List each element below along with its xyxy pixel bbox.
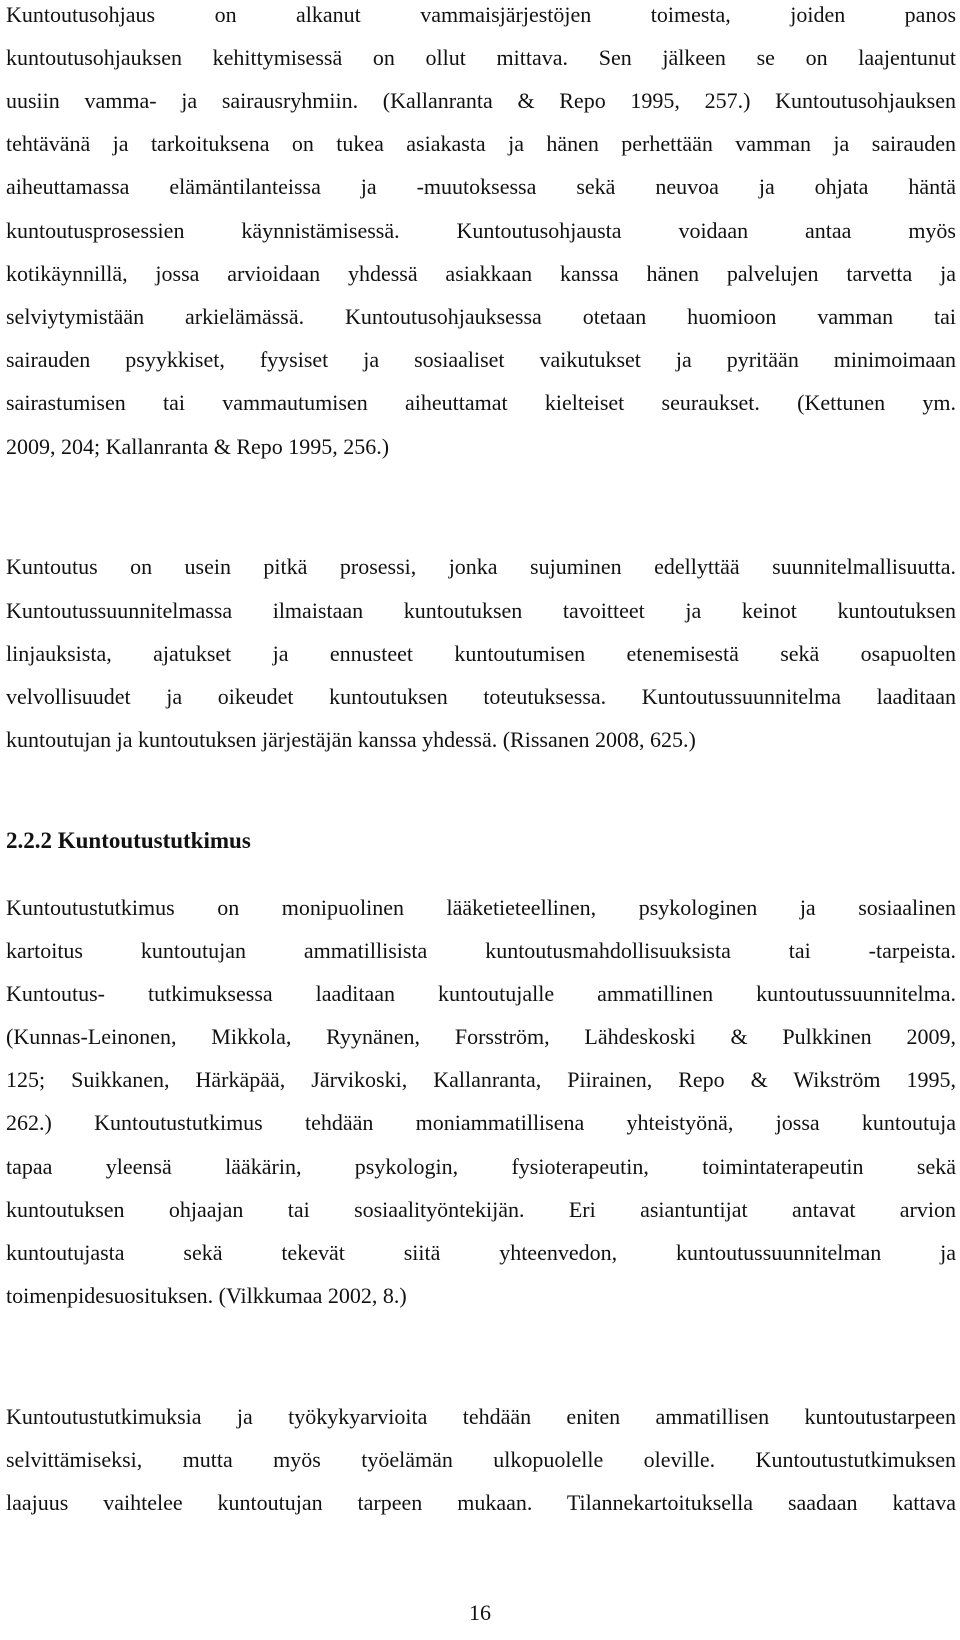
text-line: linjauksista, ajatukset ja ennusteet kuntoutumisen etenemisestä sekä osapuolten <box>6 641 956 666</box>
text-line: laajuus vaihtelee kuntoutujan tarpeen mukaan. Tilannekartoituksella saadaan kattava <box>6 1490 956 1515</box>
text-line: sairastumisen tai vammautumisen aiheuttamat kielteiset seuraukset. (Kettunen ym. <box>6 390 956 415</box>
text-line: 2009, 204; Kallanranta & Repo 1995, 256.) <box>6 434 390 459</box>
text-line: kotikäynnillä, jossa arvioidaan yhdessä asiakkaan kanssa hänen palvelujen tarvetta ja <box>6 261 956 286</box>
text-line: 125; Suikkanen, Härkäpää, Järvikoski, Kallanranta, Piirainen, Repo & Wikström 1995, <box>6 1067 956 1092</box>
text-line: kuntoutuksen ohjaajan tai sosiaalityöntekijän. Eri asiantuntijat antavat arvion <box>6 1197 956 1222</box>
text-line: velvollisuudet ja oikeudet kuntoutuksen toteutuksessa. Kuntoutussuunnitelma laaditaan <box>6 684 956 709</box>
text-line: kuntoutusprosessien käynnistämisessä. Kuntoutusohjausta voidaan antaa myös <box>6 218 956 243</box>
text-line: Kuntoutustutkimuksia ja työkykyarvioita tehdään eniten ammatillisen kuntoutustarpeen <box>6 1404 956 1429</box>
text-line: Kuntoutus on usein pitkä prosessi, jonka sujuminen edellyttää suunnitelmallisuutta. <box>6 554 956 579</box>
text-line: Kuntoutus- tutkimuksessa laaditaan kuntoutujalle ammatillinen kuntoutussuunnitelma. <box>6 981 956 1006</box>
text-line: sairauden psyykkiset, fyysiset ja sosiaaliset vaikutukset ja pyritään minimoimaan <box>6 347 956 372</box>
text-line: selvittämiseksi, mutta myös työelämän ulkopuolelle oleville. Kuntoutustutkimuksen <box>6 1447 956 1472</box>
text-line: tehtävänä ja tarkoituksena on tukea asiakasta ja hänen perhettään vamman ja sairauden <box>6 131 956 156</box>
text-line: 262.) Kuntoutustutkimus tehdään moniammatillisena yhteistyönä, jossa kuntoutuja <box>6 1110 956 1135</box>
page-number: 16 <box>469 1600 491 1625</box>
text-line: aiheuttamassa elämäntilanteissa ja -muutoksessa sekä neuvoa ja ohjata häntä <box>6 174 956 199</box>
text-line: toimenpidesuosituksen. (Vilkkumaa 2002, 8.) <box>6 1283 407 1308</box>
text-line: kuntoutujan ja kuntoutuksen järjestäjän kanssa yhdessä. (Rissanen 2008, 625.) <box>6 727 696 752</box>
text-line: uusiin vamma- ja sairausryhmiin. (Kallanranta & Repo 1995, 257.) Kuntoutusohjauksen <box>6 88 956 113</box>
section-heading: 2.2.2 Kuntoutustutkimus <box>6 828 251 853</box>
text-line: Kuntoutustutkimus on monipuolinen lääketieteellinen, psykologinen ja sosiaalinen <box>6 895 956 920</box>
text-line: kuntoutusohjauksen kehittymisessä on ollut mittava. Sen jälkeen se on laajentunut <box>6 45 956 70</box>
text-line: Kuntoutussuunnitelmassa ilmaistaan kuntoutuksen tavoitteet ja keinot kuntoutuksen <box>6 598 956 623</box>
text-line: (Kunnas-Leinonen, Mikkola, Ryynänen, Forsström, Lähdeskoski & Pulkkinen 2009, <box>6 1024 956 1049</box>
text-line: kartoitus kuntoutujan ammatillisista kuntoutusmahdollisuuksista tai -tarpeista. <box>6 938 956 963</box>
text-line: selviytymistään arkielämässä. Kuntoutusohjauksessa otetaan huomioon vamman tai <box>6 304 956 329</box>
text-line: tapaa yleensä lääkärin, psykologin, fysioterapeutin, toimintaterapeutin sekä <box>6 1154 956 1179</box>
text-line: Kuntoutusohjaus on alkanut vammaisjärjestöjen toimesta, joiden panos <box>6 2 956 27</box>
text-line: kuntoutujasta sekä tekevät siitä yhteenvedon, kuntoutussuunnitelman ja <box>6 1240 956 1265</box>
